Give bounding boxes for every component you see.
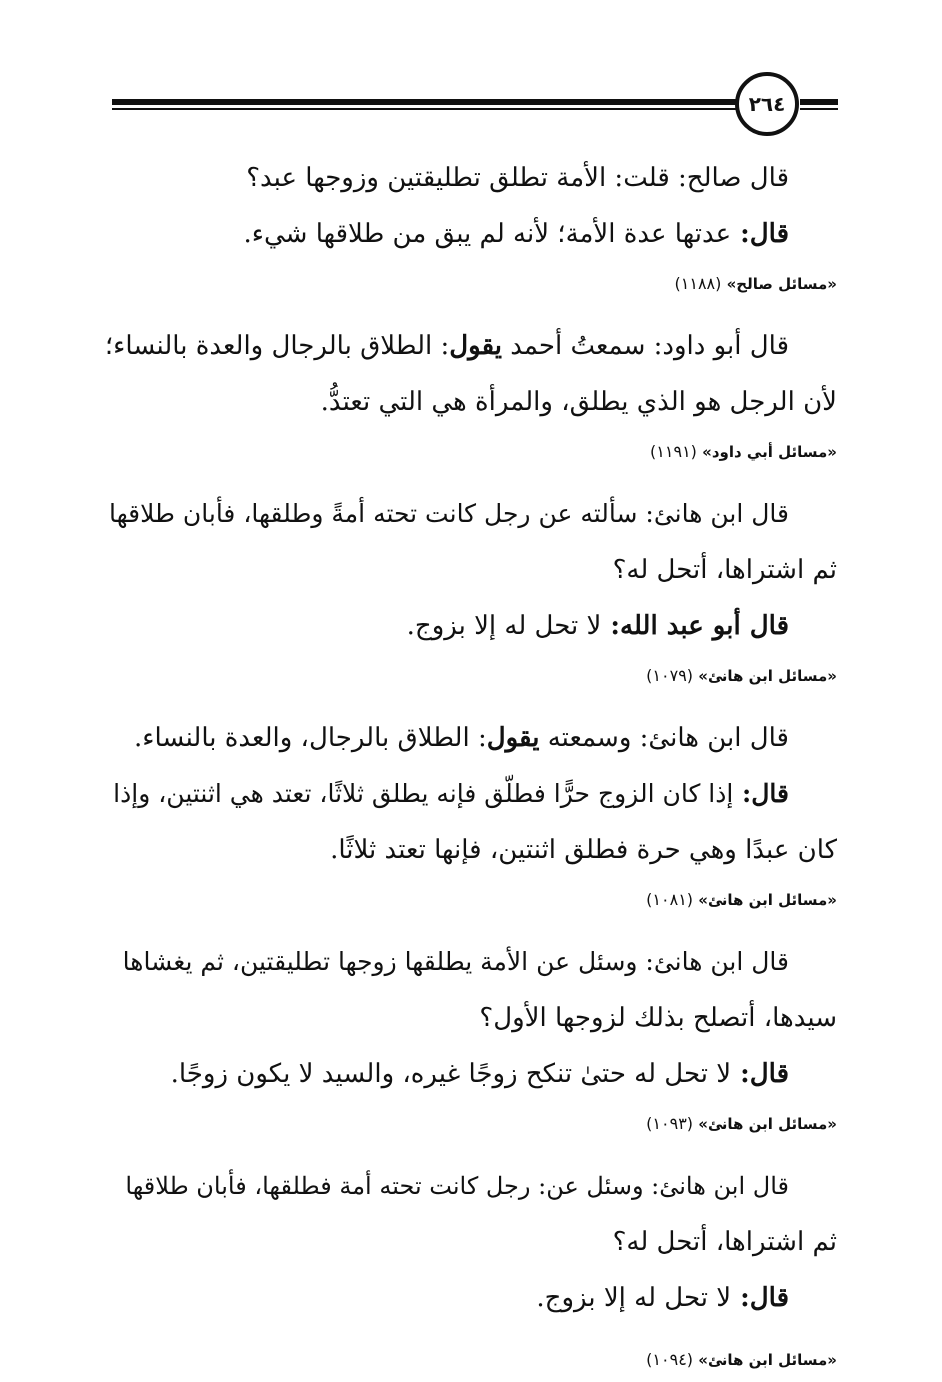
- text-line: قال: لا تحل له إلا بزوج.: [536, 1283, 789, 1313]
- header-rule-right: [800, 99, 838, 105]
- source-citation: «مسائل ابن هانئ» (١٠٧٩): [646, 666, 837, 685]
- source-citation: «مسائل ابن هانئ» (١٠٩٣): [646, 1114, 837, 1133]
- page-content: [105, 150, 837, 1382]
- text-line: قال: عدتها عدة الأمة؛ لأنه لم يبق من طلاقها شيء.: [243, 219, 789, 249]
- text-line: كان عبدًا وهي حرة فطلق اثنتين، فإنها تعتد ثلاثًا.: [330, 835, 837, 865]
- text-line: قال ابن هانئ: سألته عن رجل كانت تحته أمةً وطلقها، فأبان طلاقها: [109, 499, 789, 528]
- text-line: قال: لا تحل له حتىٰ تنكح زوجًا غيره، والسيد لا يكون زوجًا.: [170, 1059, 789, 1089]
- text-line: قال صالح: قلت: الأمة تطلق تطليقتين وزوجها عبد؟: [246, 163, 789, 193]
- entry: [105, 486, 837, 698]
- source-citation: «مسائل صالح» (١١٨٨): [674, 274, 837, 293]
- header-rule-thin: [112, 108, 738, 110]
- text-line: قال ابن هانئ: وسمعته يقول: الطلاق بالرجال، والعدة بالنساء.: [133, 723, 789, 753]
- source-citation: «مسائل ابن هانئ» (١٠٩٤): [646, 1350, 837, 1369]
- entry: [105, 934, 837, 1146]
- entry: [105, 318, 837, 474]
- header-rule-right-thin: [800, 108, 838, 110]
- header-rule: [112, 99, 738, 105]
- text-line: ثم اشتراها، أتحل له؟: [612, 1227, 837, 1257]
- source-citation: «مسائل أبي داود» (١١٩١): [650, 442, 837, 461]
- entry: [105, 1158, 837, 1382]
- text-line: لأن الرجل هو الذي يطلق، والمرأة هي التي تعتدُّ.: [320, 387, 837, 417]
- text-line: قال ابن هانئ: وسئل عن الأمة يطلقها زوجها تطليقتين، ثم يغشاها: [122, 947, 789, 976]
- text-line: ثم اشتراها، أتحل له؟: [612, 555, 837, 585]
- text-line: قال أبو داود: سمعتُ أحمد يقول: الطلاق بالرجال والعدة بالنساء؛: [104, 331, 789, 361]
- entry: [105, 710, 837, 922]
- text-line: قال ابن هانئ: وسئل عن: رجل كانت تحته أمة فطلقها، فأبان طلاقها: [125, 1172, 789, 1200]
- text-line: سيدها، أتصلح بذلك لزوجها الأول؟: [479, 1003, 837, 1033]
- source-citation: «مسائل ابن هانئ» (١٠٨١): [646, 890, 837, 909]
- page-number: ٢٦٤: [735, 72, 799, 136]
- text-line: قال: إذا كان الزوج حرًّا فطلّق فإنه يطلق ثلاثًا، تعتد هي اثنتين، وإذا: [113, 779, 789, 808]
- entry: [105, 150, 837, 306]
- text-line: قال أبو عبد الله: لا تحل له إلا بزوج.: [406, 611, 789, 641]
